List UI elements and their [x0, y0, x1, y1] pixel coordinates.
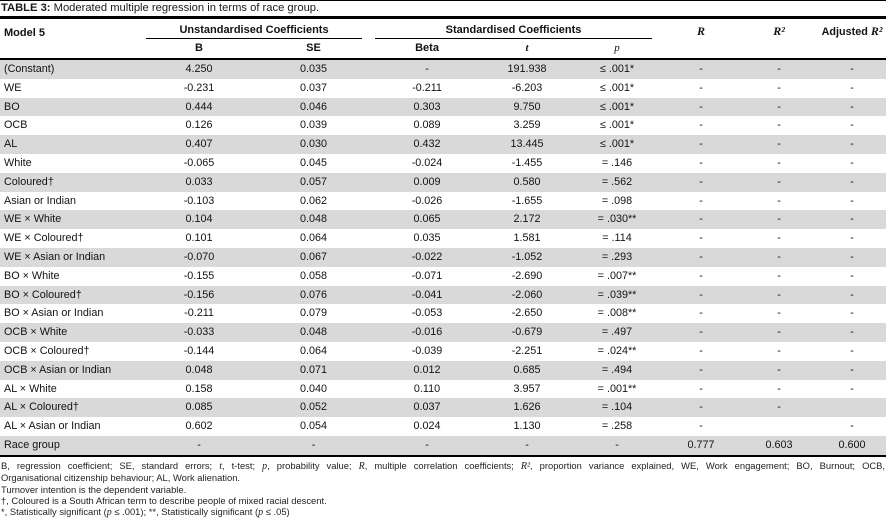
table-row — [0, 229, 886, 248]
cell-r2: - — [777, 119, 781, 132]
cell-r2: - — [777, 194, 781, 207]
cell-p: ≤ .001* — [599, 81, 635, 94]
footnote-line: *, Statistically significant (p ≤ .001); **, Statistically significant (p ≤ .05) — [1, 506, 290, 519]
cell-adjusted-r2: - — [850, 81, 854, 94]
cell-se: 0.064 — [299, 232, 328, 245]
cell-p: ≤ .001* — [572, 135, 662, 154]
cell-se: 0.058 — [299, 269, 328, 282]
cell-r2: - — [777, 232, 781, 245]
cell-se: 0.071 — [255, 361, 372, 380]
cell-beta: -0.016 — [372, 323, 482, 342]
table-row — [0, 135, 886, 154]
cell-p: = .039** — [572, 286, 662, 305]
cell-p: ≤ .001* — [572, 59, 662, 79]
cell-r: - — [662, 210, 740, 229]
cell-b: 0.048 — [143, 361, 255, 380]
cell-se: 0.035 — [255, 59, 372, 79]
table-row — [0, 154, 886, 173]
cell-t: 9.750 — [482, 98, 572, 117]
table-row — [0, 173, 886, 192]
cell-r: - — [699, 307, 703, 320]
cell-r: - — [699, 232, 703, 245]
cell-b: 0.602 — [185, 420, 213, 433]
cell-se: 0.039 — [299, 119, 328, 132]
cell-r2: - — [740, 286, 818, 305]
cell-b: -0.065 — [183, 156, 215, 169]
cell-beta: -0.041 — [372, 286, 482, 305]
cell-adjusted-r2: - — [818, 210, 886, 229]
footnote-line: †, Coloured is a South African term to describe people of mixed racial descent. — [1, 494, 327, 506]
table-title — [0, 1, 886, 18]
cell-beta: -0.022 — [372, 248, 482, 267]
cell-se: 0.040 — [299, 382, 328, 395]
cell-r: - — [662, 398, 740, 417]
cell-se: 0.079 — [299, 307, 328, 320]
cell-beta: -0.071 — [411, 269, 443, 282]
cell-t: -2.251 — [511, 344, 543, 357]
cell-t: 3.259 — [513, 119, 541, 132]
cell-r: - — [699, 382, 703, 395]
cell-beta: 0.035 — [413, 232, 441, 245]
table-title-text: Moderated multiple regression in terms of race group. — [53, 2, 320, 14]
cell-r2: - — [777, 81, 781, 94]
header-adjusted-r2: Adjusted R² — [821, 24, 883, 38]
cell-adjusted-r2: - — [818, 173, 886, 192]
cell-r: - — [699, 119, 703, 132]
cell-b: - — [143, 436, 255, 456]
table-row — [0, 59, 886, 79]
cell-r2: - — [740, 398, 818, 417]
cell-r: - — [662, 361, 740, 380]
header-group-standardised: Standardised Coefficients — [372, 19, 662, 41]
cell-r2: - — [777, 269, 781, 282]
cell-se: 0.046 — [255, 98, 372, 117]
cell-r: - — [699, 194, 703, 207]
cell-r: - — [662, 173, 740, 192]
table-row — [0, 304, 886, 323]
cell-se: 0.062 — [299, 194, 328, 207]
cell-b: 0.444 — [143, 98, 255, 117]
cell-r2: 0.603 — [740, 436, 818, 456]
cell-variable-label: White — [4, 156, 32, 169]
cell-b: 0.085 — [143, 398, 255, 417]
cell-se: 0.067 — [255, 248, 372, 267]
cell-se: 0.057 — [255, 173, 372, 192]
cell-se: 0.064 — [299, 344, 328, 357]
header-blank-label — [0, 40, 143, 59]
cell-p: ≤ .001* — [599, 119, 635, 132]
cell-p: = .146 — [601, 156, 633, 169]
table-row — [0, 342, 886, 361]
cell-t: 1.626 — [482, 398, 572, 417]
cell-b: -0.070 — [143, 248, 255, 267]
cell-b: 0.101 — [185, 232, 213, 245]
cell-se: 0.048 — [255, 210, 372, 229]
cell-t: -2.060 — [482, 286, 572, 305]
cell-b: 0.033 — [143, 173, 255, 192]
cell-variable-label: OCB — [4, 119, 28, 132]
table-row — [0, 116, 886, 135]
cell-t: -1.455 — [511, 156, 543, 169]
cell-b: -0.231 — [183, 81, 215, 94]
cell-adjusted-r2: - — [818, 98, 886, 117]
cell-t: 191.938 — [482, 59, 572, 79]
cell-r2: - — [777, 156, 781, 169]
table-row — [0, 323, 886, 342]
cell-t: 0.580 — [482, 173, 572, 192]
table-row — [0, 248, 886, 267]
cell-p: = .024** — [597, 344, 637, 357]
cell-beta: - — [372, 436, 482, 456]
cell-p: = .293 — [572, 248, 662, 267]
cell-r: - — [662, 323, 740, 342]
cell-t: -0.679 — [482, 323, 572, 342]
cell-variable-label: AL × Coloured† — [0, 398, 143, 417]
table-header — [0, 19, 886, 60]
cell-b: -0.033 — [143, 323, 255, 342]
cell-p: = .258 — [601, 420, 633, 433]
cell-r2: - — [777, 382, 781, 395]
cell-beta: 0.009 — [372, 173, 482, 192]
cell-variable-label: AL × White — [4, 382, 57, 395]
cell-r2: - — [740, 210, 818, 229]
cell-adjusted-r2: - — [818, 248, 886, 267]
cell-p: = .098 — [601, 194, 633, 207]
cell-se: 0.045 — [299, 156, 328, 169]
cell-r2: - — [777, 344, 781, 357]
cell-variable-label: BO × White — [4, 269, 60, 282]
cell-se: 0.030 — [255, 135, 372, 154]
cell-p: = .562 — [572, 173, 662, 192]
cell-t: -2.650 — [511, 307, 543, 320]
footnote-line: Turnover intention is the dependent variable. — [1, 483, 187, 495]
cell-r2 — [740, 417, 818, 436]
table-row — [0, 79, 886, 98]
cell-r: - — [662, 59, 740, 79]
header-r2: R² — [773, 24, 785, 38]
cell-r: 0.777 — [662, 436, 740, 456]
cell-beta: 0.089 — [413, 119, 441, 132]
regression-table — [0, 18, 886, 457]
footnote-line: B, regression coefficient; SE, standard errors; t, t-test; p, probability value; R, multiple correlation coefficients; R², proportion variance explained, WE, Work engagement; BO, Burnout; OCB, — [1, 459, 886, 472]
header-b: B — [143, 40, 255, 59]
cell-se: - — [255, 436, 372, 456]
cell-adjusted-r2: - — [850, 119, 854, 132]
cell-se: 0.052 — [255, 398, 372, 417]
cell-b: -0.155 — [183, 269, 215, 282]
cell-t: -6.203 — [511, 81, 543, 94]
header-row-sub — [0, 40, 886, 59]
cell-r: - — [662, 286, 740, 305]
cell-p: = .494 — [572, 361, 662, 380]
cell-b: 0.126 — [185, 119, 213, 132]
cell-t: 1.130 — [513, 420, 541, 433]
header-se: SE — [255, 40, 372, 59]
cell-r: - — [699, 269, 703, 282]
cell-variable-label: OCB × Asian or Indian — [0, 361, 143, 380]
cell-t: 1.581 — [513, 232, 541, 245]
cell-variable-label: BO × Asian or Indian — [4, 307, 104, 320]
cell-r: - — [699, 420, 703, 433]
header-group-unstandardised: Unstandardised Coefficients — [143, 19, 372, 41]
cell-adjusted-r2: - — [818, 135, 886, 154]
cell-variable-label: WE × White — [0, 210, 143, 229]
table-footnotes — [0, 457, 886, 519]
cell-b: -0.103 — [183, 194, 215, 207]
cell-beta: 0.012 — [372, 361, 482, 380]
cell-p: ≤ .001* — [572, 98, 662, 117]
cell-p: = .008** — [597, 307, 637, 320]
table-row — [0, 436, 886, 456]
cell-variable-label: BO × Coloured† — [0, 286, 143, 305]
header-blank-adj — [818, 40, 886, 59]
cell-adjusted-r2: - — [850, 344, 854, 357]
cell-adjusted-r2: - — [850, 382, 854, 395]
cell-r: - — [662, 135, 740, 154]
table-row — [0, 417, 886, 436]
cell-b: 0.104 — [143, 210, 255, 229]
footnote-line: Organisational citizenship behaviour; AL, Work alienation. — [1, 472, 241, 484]
cell-beta: -0.024 — [411, 156, 443, 169]
cell-adjusted-r2: - — [850, 307, 854, 320]
header-beta: Beta — [372, 40, 482, 59]
header-blank-r — [662, 40, 740, 59]
header-r: R — [697, 24, 706, 38]
cell-b: 0.407 — [143, 135, 255, 154]
cell-r2: - — [740, 248, 818, 267]
cell-p: = .030** — [572, 210, 662, 229]
table-row — [0, 267, 886, 286]
cell-r: - — [699, 156, 703, 169]
table-row — [0, 286, 886, 305]
cell-beta: 0.024 — [413, 420, 441, 433]
cell-r2: - — [740, 323, 818, 342]
cell-t: -1.052 — [482, 248, 572, 267]
cell-variable-label: OCB × White — [0, 323, 143, 342]
cell-p: - — [572, 436, 662, 456]
cell-se: 0.037 — [299, 81, 328, 94]
cell-beta: - — [372, 59, 482, 79]
cell-t: -1.655 — [511, 194, 543, 207]
table-row — [0, 98, 886, 117]
cell-adjusted-r2: 0.600 — [818, 436, 886, 456]
cell-adjusted-r2: - — [818, 59, 886, 79]
cell-r: - — [699, 81, 703, 94]
cell-adjusted-r2: - — [850, 232, 854, 245]
cell-r2: - — [740, 135, 818, 154]
cell-beta: 0.037 — [372, 398, 482, 417]
cell-p: = .114 — [602, 232, 632, 245]
cell-variable-label: Race group — [0, 436, 143, 456]
cell-adjusted-r2: - — [818, 286, 886, 305]
cell-variable-label: WE × Asian or Indian — [0, 248, 143, 267]
cell-adjusted-r2: - — [850, 420, 854, 433]
cell-variable-label: BO — [0, 98, 143, 117]
cell-r2: - — [740, 98, 818, 117]
cell-beta: -0.053 — [411, 307, 443, 320]
cell-r2: - — [740, 361, 818, 380]
cell-variable-label: AL × Asian or Indian — [4, 420, 101, 433]
table-row — [0, 398, 886, 417]
cell-variable-label: OCB × Coloured† — [4, 344, 90, 357]
cell-beta: -0.039 — [411, 344, 443, 357]
cell-b: 4.250 — [143, 59, 255, 79]
cell-r: - — [662, 248, 740, 267]
cell-se: 0.048 — [255, 323, 372, 342]
cell-r2: - — [740, 59, 818, 79]
cell-t: - — [482, 436, 572, 456]
cell-t: 0.685 — [482, 361, 572, 380]
cell-r: - — [662, 98, 740, 117]
cell-adjusted-r2: - — [850, 269, 854, 282]
table-title-label: TABLE 3: — [1, 2, 51, 14]
cell-t: 13.445 — [482, 135, 572, 154]
cell-beta: -0.211 — [412, 81, 442, 94]
cell-beta: 0.303 — [372, 98, 482, 117]
cell-adjusted-r2 — [818, 398, 886, 417]
cell-p: = .001** — [597, 382, 637, 395]
table-row — [0, 210, 886, 229]
cell-b: -0.156 — [143, 286, 255, 305]
cell-beta: 0.065 — [372, 210, 482, 229]
cell-se: 0.076 — [255, 286, 372, 305]
cell-r2: - — [740, 173, 818, 192]
cell-se: 0.054 — [299, 420, 328, 433]
cell-beta: 0.432 — [372, 135, 482, 154]
table-row — [0, 380, 886, 399]
table-row — [0, 361, 886, 380]
header-row-groups — [0, 19, 886, 41]
cell-b: -0.211 — [184, 307, 214, 320]
header-t: t — [482, 40, 572, 59]
cell-variable-label: (Constant) — [0, 59, 143, 79]
cell-p: = .497 — [572, 323, 662, 342]
cell-variable-label: WE — [4, 81, 22, 94]
cell-t: 2.172 — [482, 210, 572, 229]
cell-variable-label: Asian or Indian — [4, 194, 77, 207]
cell-adjusted-r2: - — [818, 361, 886, 380]
cell-b: -0.144 — [183, 344, 215, 357]
cell-b: 0.158 — [185, 382, 213, 395]
cell-variable-label: AL — [0, 135, 143, 154]
cell-adjusted-r2: - — [818, 323, 886, 342]
cell-p: = .007** — [597, 269, 637, 282]
header-blank-r2 — [740, 40, 818, 59]
header-p: p — [572, 40, 662, 59]
cell-variable-label: WE × Coloured† — [4, 232, 84, 245]
cell-adjusted-r2: - — [850, 194, 854, 207]
cell-beta: 0.110 — [413, 382, 441, 395]
table-row — [0, 192, 886, 211]
table-body — [0, 59, 886, 456]
cell-adjusted-r2: - — [850, 156, 854, 169]
cell-r: - — [699, 344, 703, 357]
cell-beta: -0.026 — [411, 194, 443, 207]
cell-t: 3.957 — [513, 382, 541, 395]
cell-p: = .104 — [572, 398, 662, 417]
cell-t: -2.690 — [511, 269, 543, 282]
header-model: Model 5 — [4, 27, 45, 39]
cell-r2: - — [777, 307, 781, 320]
cell-variable-label: Coloured† — [0, 173, 143, 192]
